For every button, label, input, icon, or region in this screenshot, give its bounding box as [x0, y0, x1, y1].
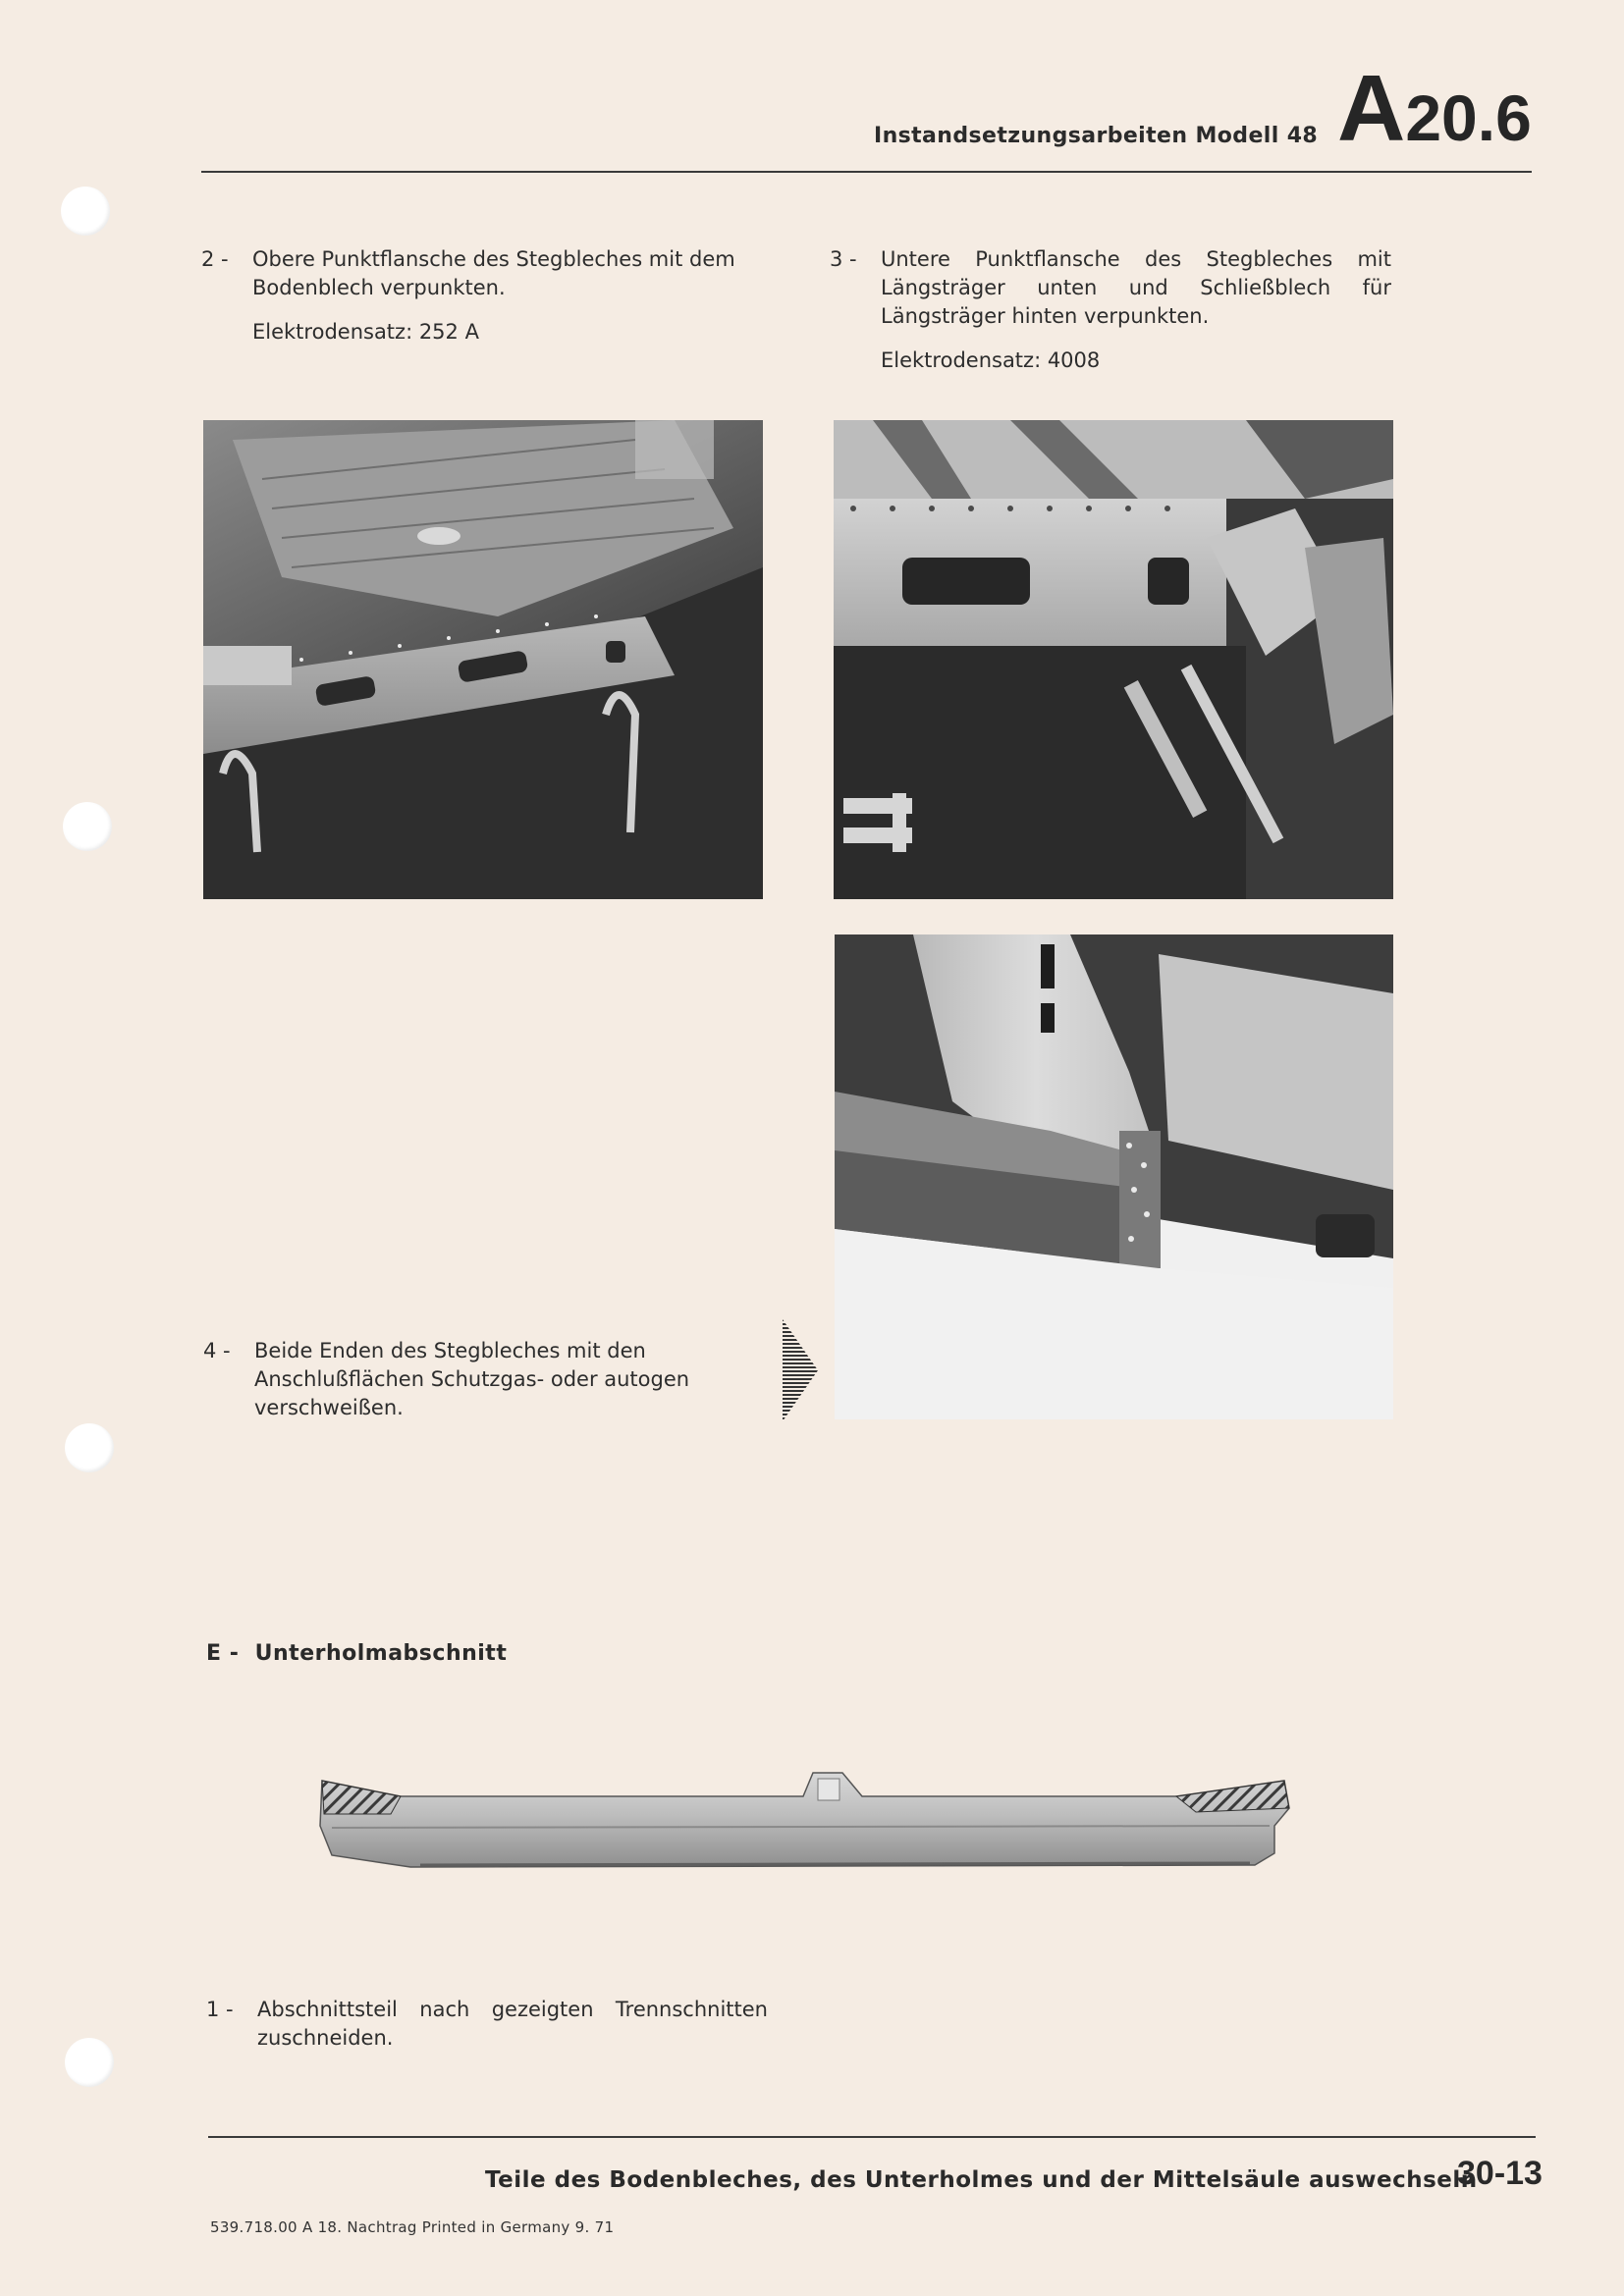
photo-floor-pan-spot-welding [203, 420, 763, 899]
step-number: 3 - [830, 247, 857, 271]
binder-hole [65, 2038, 114, 2087]
section-e-step-1 [206, 1996, 768, 2053]
section-e-heading [206, 1641, 507, 1666]
pointer-arrow-icon [783, 1319, 818, 1421]
footer-title: Teile des Bodenbleches, des Unterholmes und der Mittelsäule auswechseln [485, 2167, 1478, 2193]
step-text: Untere Punktflansche des Stegbleches mit Längsträger unten und Schließblech für Längsträger hinten verpunkten. [881, 247, 1391, 328]
electrode-set: Elektrodensatz: 4008 [881, 348, 1101, 372]
section-e-label: E - [206, 1641, 240, 1666]
electrode-set: Elektrodensatz: 252 A [252, 320, 479, 344]
page-number: 30-13 [1457, 2155, 1543, 2192]
photo-web-plate-end-welding [835, 934, 1393, 1419]
imprint: 539.718.00 A 18. Nachtrag Printed in Germany 9. 71 [210, 2218, 615, 2236]
step-text: Abschnittsteil nach gezeigten Trennschnitten zuschneiden. [257, 1998, 768, 2050]
section-number: 20.6 [1405, 81, 1532, 154]
step-number: 2 - [201, 247, 229, 271]
step-3 [830, 245, 1391, 375]
step-number: 4 - [203, 1339, 231, 1362]
step-2 [201, 245, 763, 347]
section-letter: A [1337, 56, 1406, 161]
step-4 [203, 1337, 768, 1422]
section-e-title: Unterholmabschnitt [254, 1641, 508, 1666]
footer-rule [208, 2136, 1536, 2138]
header-title: Instandsetzungsarbeiten Modell 48 [874, 124, 1319, 148]
section-code [1337, 55, 1532, 163]
binder-hole [63, 802, 112, 851]
binder-hole [65, 1423, 114, 1472]
step-number: 1 - [206, 1998, 234, 2021]
header-rule [201, 171, 1532, 173]
photo-lower-flange-spot-welding [834, 420, 1393, 899]
step-text: Obere Punktflansche des Stegbleches mit dem Bodenblech verpunkten. [252, 247, 735, 299]
rocker-panel-section-drawing [312, 1767, 1294, 1880]
step-text: Beide Enden des Stegbleches mit den Anschlußflächen Schutzgas- oder autogen verschweißen. [254, 1339, 690, 1419]
binder-hole [61, 187, 110, 236]
